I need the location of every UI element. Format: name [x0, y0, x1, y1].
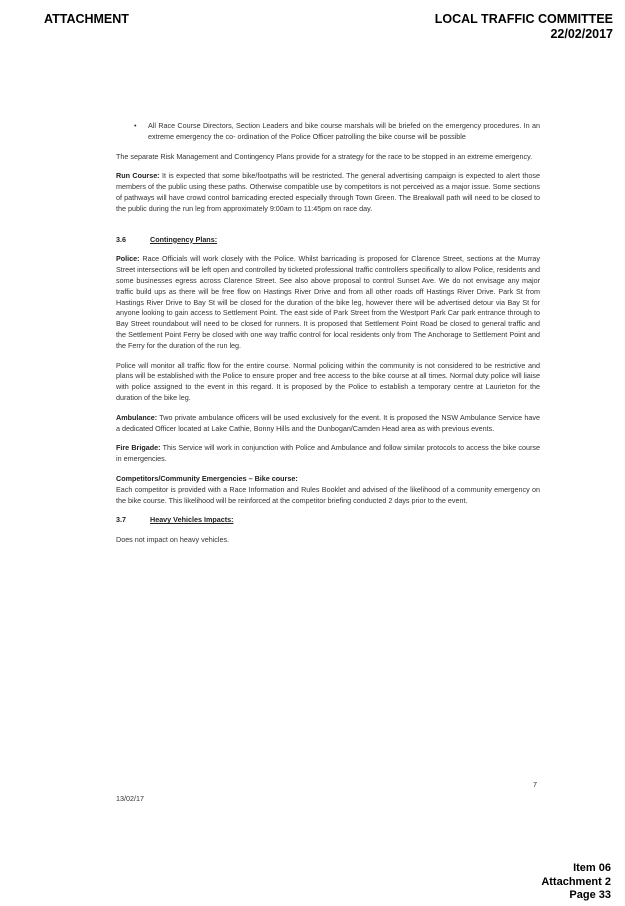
item-number: Item 06 [573, 862, 611, 874]
document-body [116, 121, 540, 546]
paragraph-competitor-emergencies: Each competitor is provided with a Race Information and Rules Booklet and advised of the likelihood of a community emergency on the bike course. This likelihood will be reinforced at the competitor briefing conducted 2 days prior to the event. [116, 484, 540, 505]
police-label: Police: [116, 254, 140, 264]
section-heading-3-6 [116, 235, 540, 246]
run-course-text: It is expected that some bike/footpaths will be restricted. The general advertising campaign is expected to alert those members of the public using these paths. Otherwise compatible use by competitors is not perceived as a major issue. Some sections of pathways will have crowd control barricading erected especially through Town Green. The Breakwall path will need to be closed to the public during the run leg from approximately 9:00am to 11:45pm on race day. [116, 171, 541, 213]
header-committee-block [435, 12, 613, 42]
section-number: 3.7 [116, 515, 126, 525]
item-attachment-block [541, 862, 611, 903]
paragraph-police-monitoring: Police will monitor all traffic flow for the entire course. Normal policing within the community is not considered to be restrictive and plans will be established with the Police to ensure proper and free access to the bike course at all times. Normal duty police will liaise with police assigned to the event in this regard. It is proposed by the Police to establish a temporary centre at Laurieton for the duration of the bike leg. [116, 360, 540, 402]
ambulance-text: Two private ambulance officers will be used exclusively for the event. It is proposed the NSW Ambulance Service have a dedicated Officer located at Lake Cathie, Bonny Hills and the Dunbogan/Camden Head area as with previous events. [116, 412, 540, 433]
fire-brigade-text: This Service will work in conjunction with Police and Ambulance and follow similar protocols to access the bike course in emergencies. [116, 443, 540, 464]
header-committee-title: LOCAL TRAFFIC COMMITTEE [434, 12, 613, 26]
paragraph-run-course [116, 171, 540, 214]
police-text: Race Officials will work closely with the Police. Whilst barricading is proposed for Clarence Street, sections at the Murray Street intersections will be left open and controlled by ticketed professional traffic controllers specifically to allow Police, residents and some businesses egress across Clarence Street. See also above proposal to control Sunset Ave. We do not envisage any major traffic build ups as there will be free flow on Hastings River Drive and from all other roads off Hastings River Drive. Park St from Hastings River Drive to Bay St will be closed for the duration of the bike leg, however there will be advertised detour via Bay St for anyone looking to gain access to Settlement Point. The east side of Park Street from the Westport Park Car park entrance through to Bay Street roundabout will need to be closed for runners. It is proposed that Settlement Point Road be closed to general traffic and the Settlement Point Ferry be closed with one way traffic control for local residents only from The Anchorage to Settlement Point and the Ferry for the duration of the run leg. [116, 254, 540, 350]
run-course-label: Run Course: [116, 171, 160, 181]
section-heading-3-7 [116, 515, 540, 526]
footer-page-number: 7 [533, 780, 537, 789]
footer-date: 13/02/17 [116, 794, 144, 803]
paragraph-ambulance [116, 413, 540, 435]
section-title: Heavy Vehicles Impacts: [150, 515, 234, 525]
section-number: 3.6 [116, 234, 126, 244]
page-label: Page 33 [569, 889, 611, 901]
header-meeting-date: 22/02/2017 [550, 27, 613, 41]
paragraph-police [116, 254, 540, 351]
bullet-icon: • [134, 121, 137, 130]
bullet-item [134, 121, 540, 143]
competitor-emergencies-heading: Competitors/Community Emergencies – Bike course: [116, 473, 298, 483]
paragraph-fire-brigade [116, 443, 540, 465]
attachment-number: Attachment 2 [541, 875, 611, 888]
bullet-text: All Race Course Directors, Section Leaders and bike course marshals will be briefed on the emergency procedures. In an extreme emergency the co- ordination of the Police Officer patrolling the bike course will be possible [148, 121, 540, 141]
ambulance-label: Ambulance: [116, 412, 158, 422]
section-title: Contingency Plans: [150, 234, 218, 244]
paragraph-risk-management: The separate Risk Management and Contingency Plans provide for a strategy for the race to be stopped in an extreme emergency. [116, 151, 533, 161]
fire-brigade-label: Fire Brigade: [116, 443, 161, 453]
paragraph-heavy-vehicles: Does not impact on heavy vehicles. [116, 535, 230, 545]
header-attachment-label: ATTACHMENT [44, 12, 129, 26]
